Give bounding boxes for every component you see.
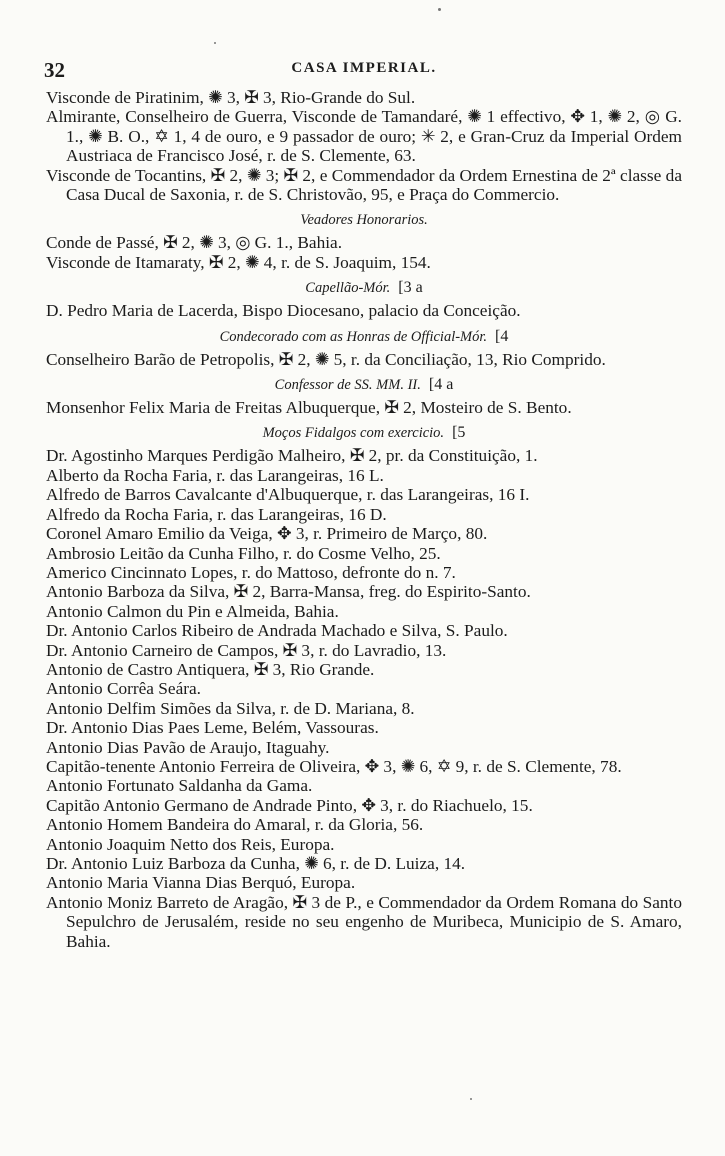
section-heading-count: [4 a [428,376,454,394]
directory-entry: Coronel Amaro Emilio da Veiga, ✥ 3, r. Primeiro de Março, 80. [46,524,488,544]
section-heading [46,423,682,443]
directory-entry: Alfredo da Rocha Faria, r. das Larangeiras, 16 D. [46,504,387,524]
directory-entry: D. Pedro Maria de Lacerda, Bispo Diocesano, palacio da Conceição. [46,301,521,321]
directory-entry: Alberto da Rocha Faria, r. das Larangeiras, 16 L. [46,465,384,485]
section-heading-title: Condecorado com as Honras de Official-Mór. [219,328,488,345]
directory-entry: Capitão-tenente Antonio Ferreira de Oliveira, ✥ 3, ✺ 6, ✡ 9, r. de S. Clemente, 78. [46,756,622,776]
running-title: CASA IMPERIAL. [291,60,437,76]
directory-entry: Antonio Maria Vianna Dias Berquó, Europa. [46,873,356,893]
section-heading-count: [5 [452,424,466,442]
section-heading [46,375,682,395]
directory-entry: Conselheiro Barão de Petropolis, ✠ 2, ✺ 5, r. da Conciliação, 13, Rio Comprido. [46,349,606,369]
section-heading-count: [4 [495,327,509,345]
directory-entry: Capitão Antonio Germano de Andrade Pinto, ✥ 3, r. do Riachuelo, 15. [46,795,533,815]
directory-entry: Antonio Fortunato Saldanha da Gama. [46,776,313,796]
page-body [46,88,682,951]
directory-entry: Antonio de Castro Antiquera, ✠ 3, Rio Grande. [46,659,375,679]
print-speck [470,1098,472,1100]
directory-entry: Dr. Antonio Carlos Ribeiro de Andrada Machado e Silva, S. Paulo. [46,621,508,641]
section-heading-count: [3 a [398,279,423,297]
section-heading [46,278,682,298]
section-heading [46,327,682,347]
directory-entry: Antonio Joaquim Netto dos Reis, Europa. [46,834,335,854]
directory-entry: Dr. Agostinho Marques Perdigão Malheiro, ✠ 2, pr. da Constituição, 1. [46,446,538,466]
print-speck [214,42,216,44]
directory-entry: Visconde de Tocantins, ✠ 2, ✺ 3; ✠ 2, e Commendador da Ordem Ernestina de 2ª classe da Casa Ducal de Saxonia, r. de S. Christovão, 95, e Praça do Commercio. [46,165,682,205]
directory-entry: Antonio Homem Bandeira do Amaral, r. da Gloria, 56. [46,815,424,835]
section-heading-title: Moços Fidalgos com exercicio. [262,425,445,442]
directory-entry: Americo Cincinnato Lopes, r. do Mattoso, defronte do n. 7. [46,562,456,582]
directory-entry: Alfredo de Barros Cavalcante d'Albuquerque, r. das Larangeiras, 16 I. [46,485,530,505]
directory-entry: Conde de Passé, ✠ 2, ✺ 3, ◎ G. 1., Bahia. [46,233,343,253]
page-number: 32 [44,58,65,82]
directory-entry: Antonio Corrêa Seára. [46,679,201,699]
directory-entry: Antonio Calmon du Pin e Almeida, Bahia. [46,601,339,621]
directory-entry: Visconde de Piratinim, ✺ 3, ✠ 3, Rio-Grande do Sul. [46,88,416,107]
directory-entry: Antonio Moniz Barreto de Aragão, ✠ 3 de P., e Commendador da Ordem Romana do Santo Sepulchro de Jerusalém, reside no seu engenho de Muribeca, Municipio de S. Amaro, Bahia. [46,892,682,951]
directory-entry: Dr. Antonio Dias Paes Leme, Belém, Vassouras. [46,718,379,738]
section-heading-title: Confessor de SS. MM. II. [274,377,421,394]
directory-entry: Almirante, Conselheiro de Guerra, Visconde de Tamandaré, ✺ 1 effectivo, ✥ 1, ✺ 2, ◎ G. 1., ✺ B. O., ✡ 1, 4 de ouro, e 9 passador de ouro; ✳ 2, e Gran-Cruz da Imperial Ordem Austriaca de Francisco José, r. de S. Clemente, 63. [46,107,682,166]
directory-entry: Dr. Antonio Carneiro de Campos, ✠ 3, r. do Lavradio, 13. [46,640,447,660]
section-heading-title: Capellão-Mór. [305,280,391,297]
directory-entry: Dr. Antonio Luiz Barboza da Cunha, ✺ 6, r. de D. Luiza, 14. [46,854,466,873]
print-speck [438,8,441,11]
directory-entry: Antonio Dias Pavão de Araujo, Itaguahy. [46,737,330,757]
directory-entry: Ambrosio Leitão da Cunha Filho, r. do Cosme Velho, 25. [46,543,441,563]
section-heading-title: Veadores Honorarios. [300,212,428,229]
section-heading [46,210,682,230]
directory-entry: Antonio Delfim Simões da Silva, r. de D. Mariana, 8. [46,698,415,718]
directory-entry: Visconde de Itamaraty, ✠ 2, ✺ 4, r. de S. Joaquim, 154. [46,252,431,272]
directory-entry: Antonio Barboza da Silva, ✠ 2, Barra-Mansa, freg. do Espirito-Santo. [46,582,531,602]
directory-entry: Monsenhor Felix Maria de Freitas Albuquerque, ✠ 2, Mosteiro de S. Bento. [46,398,572,418]
page-header [44,58,684,80]
